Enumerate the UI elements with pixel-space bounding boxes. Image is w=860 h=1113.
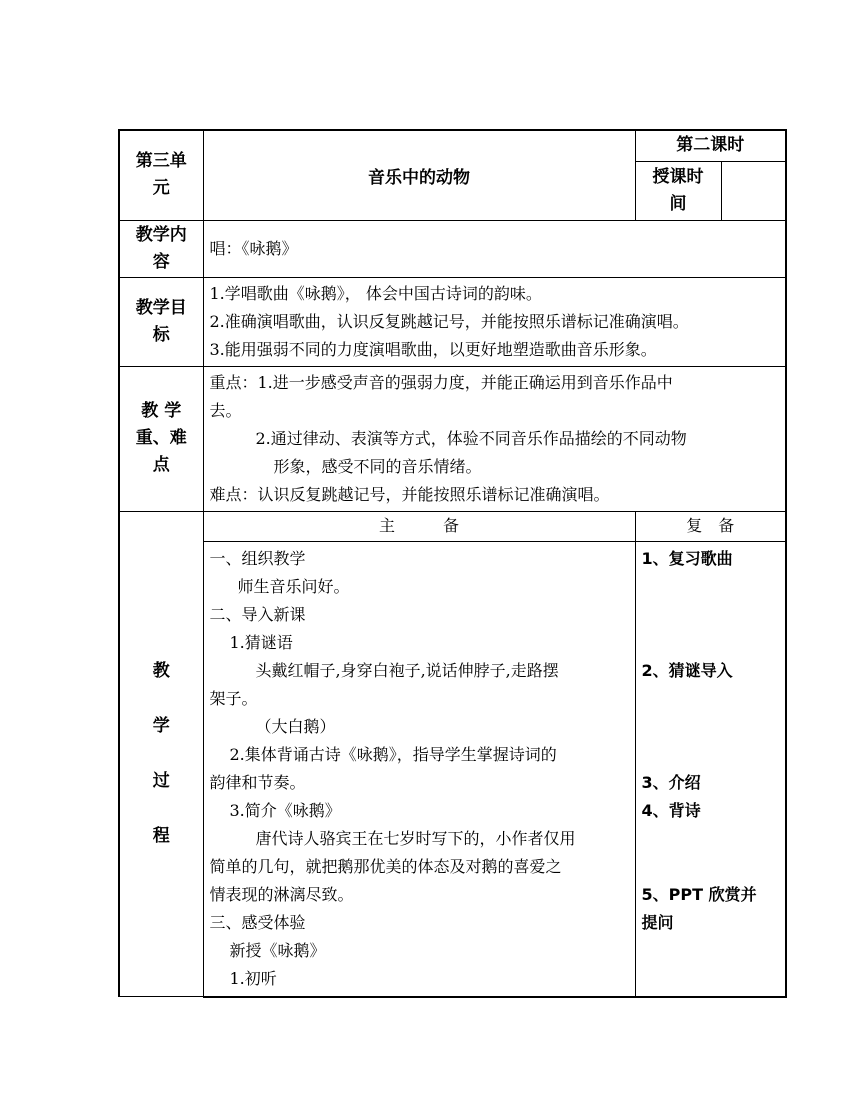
keypoint-line: 去。	[209, 400, 242, 420]
process-line: 师生音乐问好。	[237, 576, 350, 596]
process-line: 2.集体背诵古诗《咏鹅》，指导学生掌握诗词的	[229, 744, 557, 764]
process-line: 架子。	[209, 688, 258, 708]
goals-row	[119, 277, 786, 366]
goal-item: 1.学唱歌曲《咏鹅》， 体会中国古诗词的韵味。	[209, 283, 542, 303]
keypoints-label-line2: 重、难	[135, 428, 187, 448]
unit-label-line2: 元	[152, 178, 170, 199]
lesson-number: 第二课时	[635, 130, 786, 161]
goal-item: 3.能用强弱不同的力度演唱歌曲，以更好地塑造歌曲音乐形象。	[209, 339, 657, 359]
process-label-char: 程	[152, 826, 170, 847]
lesson-title: 音乐中的动物	[203, 130, 635, 220]
keypoints-text	[203, 366, 786, 511]
keypoints-label-line3: 点	[152, 455, 170, 475]
process-line: 1.初听	[229, 968, 277, 988]
keypoint-line: 难点：认识反复跳越记号，并能按照乐谱标记准确演唱。	[209, 484, 610, 504]
goals-label-cell	[119, 277, 203, 366]
process-label-char: 教	[152, 661, 170, 682]
unit-cell	[119, 130, 203, 220]
goal-item: 2.准确演唱歌曲，认识反复跳越记号，并能按照乐谱标记准确演唱。	[209, 311, 689, 331]
keypoint-line: 重点：1.进一步感受声音的强弱力度，并能正确运用到音乐作品中	[209, 372, 673, 392]
content-label-cell	[119, 220, 203, 277]
process-line: 简单的几句，就把鹅那优美的体态及对鹅的喜爱之	[209, 856, 562, 876]
goals-label-line1: 教学目	[135, 297, 187, 318]
keypoints-label-cell	[119, 366, 203, 511]
goals-label-line2: 标	[152, 324, 170, 345]
review-note: 4、背诗	[641, 800, 701, 820]
content-row	[119, 220, 786, 277]
goals-list	[203, 277, 786, 366]
content-label-line2: 容	[152, 251, 170, 272]
time-label-line1: 授课时	[652, 166, 704, 187]
keypoint-line: 2.通过律动、表演等方式，体验不同音乐作品描绘的不同动物	[255, 428, 687, 448]
review-note: 5、PPT 欣赏并	[641, 884, 757, 904]
process-line: 一、组织教学	[209, 548, 306, 568]
process-line: 新授《咏鹅》	[229, 940, 326, 960]
main-prep-header: 主 备	[203, 511, 635, 541]
content-label-line1: 教学内	[135, 224, 187, 245]
process-line: 情表现的淋漓尽致。	[209, 884, 354, 904]
review-prep-content	[635, 541, 786, 997]
unit-label-line1: 第三单	[135, 151, 187, 172]
review-note: 3、介绍	[641, 772, 701, 792]
time-value-cell	[721, 161, 786, 220]
process-line: 韵律和节奏。	[209, 772, 306, 792]
process-label-cell	[119, 511, 203, 997]
keypoints-row	[119, 366, 786, 511]
main-prep-content	[203, 541, 635, 997]
keypoints-label-line1: 教 学	[141, 401, 182, 421]
process-header-row	[119, 511, 786, 541]
review-note: 提问	[641, 912, 674, 932]
process-label-char: 过	[152, 771, 170, 792]
process-line: 3.简介《咏鹅》	[229, 800, 341, 820]
process-body-row	[119, 541, 786, 997]
content-text: 唱：《咏鹅》	[203, 220, 786, 277]
review-prep-header: 复 备	[635, 511, 786, 541]
review-note: 1、复习歌曲	[641, 548, 733, 568]
review-note: 2、猜谜导入	[641, 660, 733, 680]
process-line: 1.猜谜语	[229, 632, 293, 652]
lesson-plan-table	[118, 129, 787, 998]
process-line: （大白鹅）	[255, 716, 336, 736]
header-row	[119, 130, 786, 161]
process-line: 二、导入新课	[209, 604, 306, 624]
time-label-cell	[635, 161, 721, 220]
process-line: 头戴红帽子,身穿白袍子,说话伸脖子,走路摆	[255, 660, 559, 680]
keypoint-line: 形象，感受不同的音乐情绪。	[273, 456, 482, 476]
time-label-line2: 间	[669, 193, 687, 214]
process-label-char: 学	[152, 716, 170, 737]
process-line: 三、感受体验	[209, 912, 306, 932]
process-line: 唐代诗人骆宾王在七岁时写下的，小作者仅用	[255, 828, 576, 848]
